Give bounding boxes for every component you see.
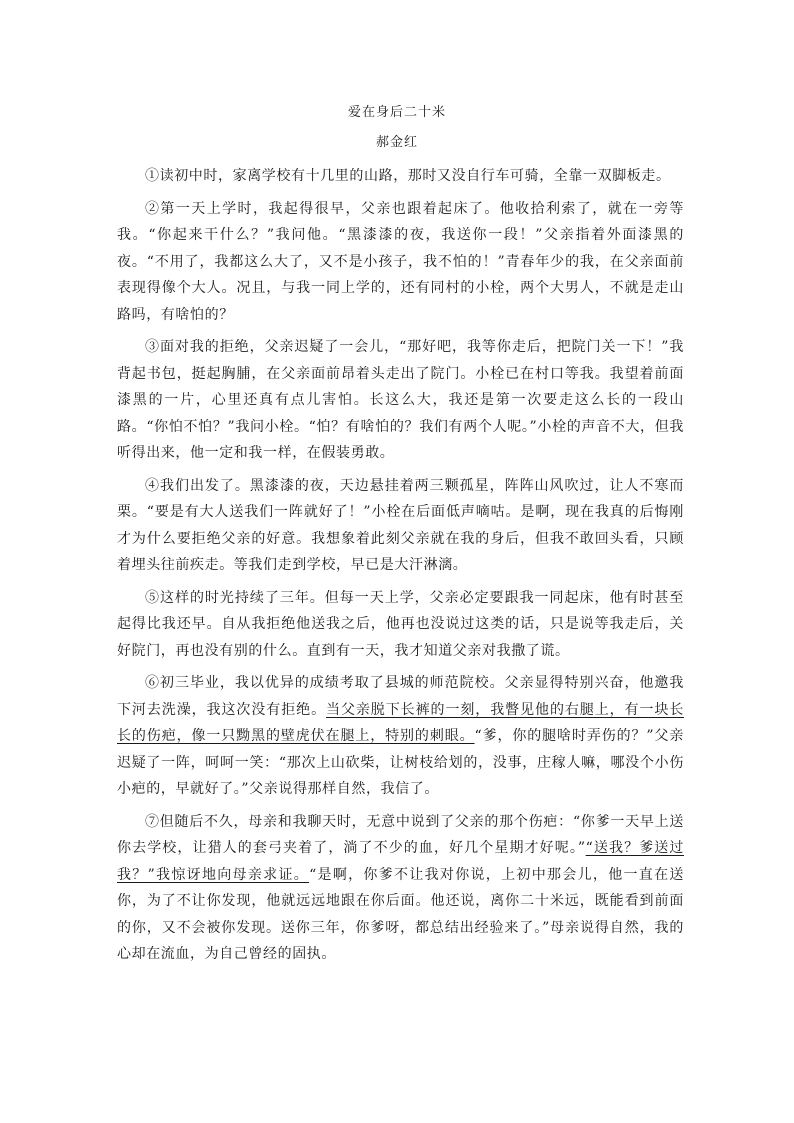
underlined-sentence: 当父亲脱下长裤的一刻，我瞥见他的右腿上，有一块长长的伤疤，像一只黝黑的壁虎伏在腿上，特别的刺眼。 bbox=[117, 701, 684, 744]
paragraph-7 bbox=[117, 809, 684, 968]
paragraph-text: “爹，你的腿啥时弄伤的？”父亲迟疑了一阵，呵呵一笑：“那次上山砍柴，让树枝给划的，没事，庄稼人嘛，哪没个小伤小疤的，早就好了。”父亲说得那样自然，我信了。 bbox=[117, 728, 684, 797]
paragraph-5 bbox=[117, 585, 684, 665]
underlined-sentence: “送我？爹送过我？”我惊讶地向母亲求证。 bbox=[117, 840, 684, 883]
paragraph-3 bbox=[117, 334, 684, 467]
paragraph-text: ①读初中时，家离学校有十几里的山路，那时又没自行车可骑，全靠一双脚板走。 bbox=[145, 168, 671, 184]
paragraph-text: “是啊，你爹不让我对你说，上初中那会儿，他一直在送你，为了不让你发现，他就远远地跟在你后面。他还说，离你二十米远，既能看到前面的你，又不会被你发现。送你三年，你爹呀，都总结出经验来了。”母亲说得自然，我的心却在流血，为自己曾经的固执。 bbox=[117, 866, 685, 962]
paragraph-text: ⑦但随后不久，母亲和我聊天时，无意中说到了父亲的那个伤疤：“你爹一天早上送你去学校，让猎人的套弓夹着了，淌了不少的血，好几个星期才好呢。” bbox=[117, 813, 684, 856]
article-title: 爱在身后二十米 bbox=[347, 105, 446, 120]
paragraph-text: ⑥初三毕业，我以优异的成绩考取了县城的师范院校。父亲显得特别兴奋，他邀我下河去洗澡，我这次没有拒绝。 bbox=[117, 675, 684, 718]
paragraph-1 bbox=[117, 163, 684, 190]
paragraph-6 bbox=[117, 670, 684, 803]
article-author: 郝金红 bbox=[375, 135, 418, 150]
paragraph-4 bbox=[117, 473, 684, 579]
paragraph-2 bbox=[117, 196, 684, 329]
paragraph-text: ⑤这样的时光持续了三年。但每一天上学，父亲必定要跟我一同起床，他有时甚至起得比我还早。自从我拒绝他送我之后，他再也没说过这类的话，只是说等我走后，关好院门，再也没有别的什么。直到有一天，我才知道父亲对我撒了谎。 bbox=[117, 589, 684, 659]
paragraph-text: ②第一天上学时，我起得很早，父亲也跟着起床了。他收拾利索了，就在一旁等我。“你起来干什么？”我问他。“黑漆漆的夜，我送你一段！”父亲指着外面漆黑的夜。“不用了，我都这么大了，又不是小孩子，我不怕的！”青春年少的我，在父亲面前表现得像个大人。况且，与我一同上学的，还有同村的小栓，两个大男人，不就是走山路吗，有啥怕的？ bbox=[117, 200, 684, 323]
paragraph-text: ③面对我的拒绝，父亲迟疑了一会儿，“那好吧，我等你走后，把院门关一下！”我背起书包，挺起胸脯，在父亲面前昂着头走出了院门。小栓已在村口等我。我望着前面漆黑的一片，心里还真有点儿害怕。长这么大，我还是第一次要走这么长的一段山路。“你怕不怕？”我问小栓。“怕？有啥怕的？我们有两个人呢。”小栓的声音不大，但我听得出来，他一定和我一样，在假装勇敢。 bbox=[117, 339, 684, 461]
paragraph-text: ④我们出发了。黑漆漆的夜，天边悬挂着两三颗孤星，阵阵山风吹过，让人不寒而栗。“要是有大人送我们一阵就好了！”小栓在后面低声嘀咕。是啊，现在我真的后悔刚才为什么要拒绝父亲的好意。我想象着此刻父亲就在我的身后，但我不敢回头看，只顾着埋头往前疾走。等我们走到学校，早已是大汗淋漓。 bbox=[117, 477, 684, 573]
article-body bbox=[117, 163, 684, 974]
